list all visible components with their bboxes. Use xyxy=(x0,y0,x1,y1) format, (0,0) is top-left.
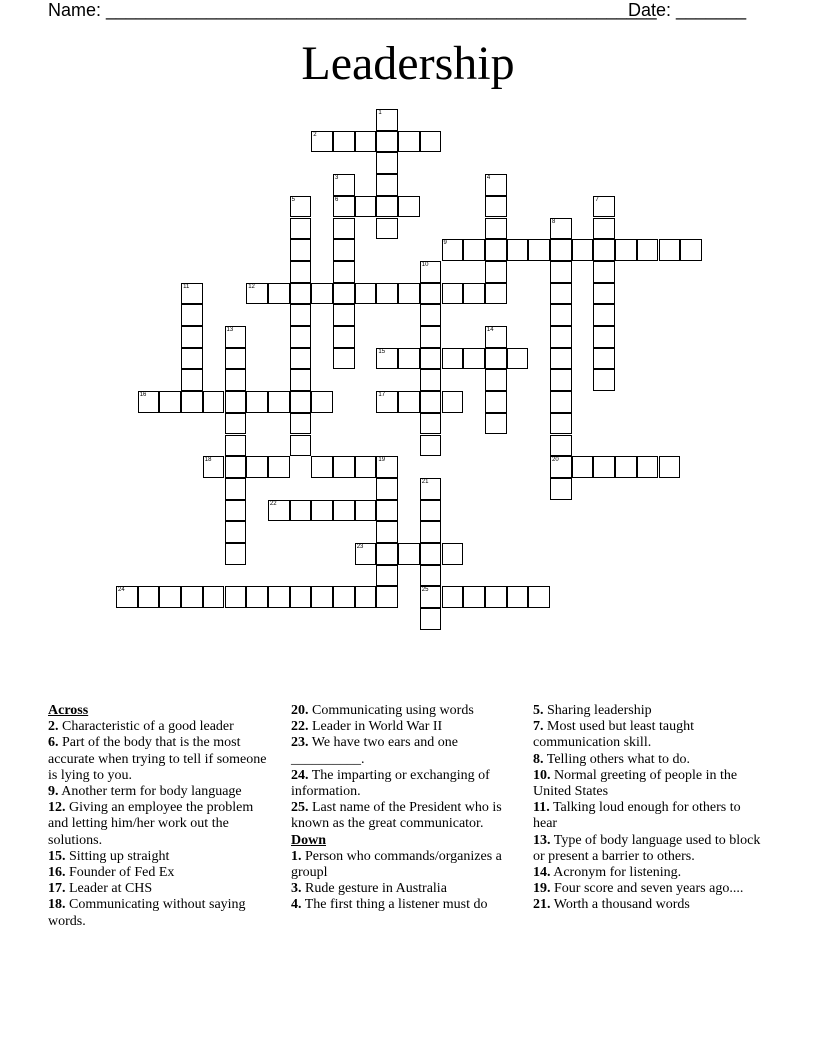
clue-number-label: 19. xyxy=(533,881,551,897)
down-clue xyxy=(533,833,763,865)
grid-cell[interactable] xyxy=(659,456,681,478)
grid-cell[interactable] xyxy=(420,543,442,565)
clue-number-label: 6. xyxy=(48,735,59,751)
grid-cell[interactable] xyxy=(485,283,507,305)
clue-number: 17 xyxy=(378,392,386,399)
grid-cell[interactable] xyxy=(225,326,247,348)
grid-cell[interactable] xyxy=(333,239,355,261)
grid-cell[interactable] xyxy=(376,174,398,196)
grid-cell[interactable] xyxy=(376,152,398,174)
grid-cell[interactable] xyxy=(268,586,290,608)
grid-cell[interactable] xyxy=(333,500,355,522)
grid-cell[interactable] xyxy=(225,500,247,522)
grid-cell[interactable] xyxy=(290,261,312,283)
grid-cell[interactable] xyxy=(159,586,181,608)
clue-number-label: 4. xyxy=(291,897,302,913)
grid-cell[interactable] xyxy=(290,435,312,457)
clue-text: Most used but least taught communication skill. xyxy=(533,719,694,751)
grid-cell[interactable] xyxy=(463,239,485,261)
clue-text: Person who commands/organizes a groupl xyxy=(291,848,502,881)
grid-cell[interactable] xyxy=(355,586,377,608)
clue-text: Giving an employee the problem and letting him/her work out the solutions. xyxy=(48,800,254,848)
grid-cell[interactable] xyxy=(225,478,247,500)
clue-number: 20 xyxy=(552,457,559,464)
grid-cell[interactable] xyxy=(485,174,507,196)
clue-text: Rude gesture in Australia xyxy=(305,881,447,897)
grid-cell[interactable] xyxy=(333,348,355,370)
clue-text: Telling others what to do. xyxy=(546,751,691,767)
grid-cell[interactable] xyxy=(572,456,594,478)
grid-cell[interactable] xyxy=(550,435,572,457)
grid-cell[interactable] xyxy=(593,283,615,305)
clue-number-label: 18. xyxy=(48,897,66,913)
clue-number: 6 xyxy=(335,196,339,203)
grid-cell[interactable] xyxy=(550,348,572,370)
clue-number: 14 xyxy=(486,327,494,333)
grid-cell[interactable] xyxy=(550,391,572,413)
grid-cell[interactable] xyxy=(181,326,203,348)
grid-cell[interactable] xyxy=(203,391,225,413)
clue-number: 21 xyxy=(421,478,429,485)
down-clue xyxy=(533,768,763,800)
grid-cell[interactable] xyxy=(485,391,507,413)
grid-cell[interactable] xyxy=(355,456,377,478)
grid-cell[interactable] xyxy=(333,196,355,218)
clue-number: 9 xyxy=(443,240,447,247)
clue-number-label: 22. xyxy=(291,719,309,735)
clue-number: 19 xyxy=(378,457,386,464)
grid-cell[interactable] xyxy=(290,586,312,608)
grid-cell[interactable] xyxy=(311,391,333,413)
grid-cell[interactable] xyxy=(290,326,312,348)
grid-cell[interactable] xyxy=(485,586,507,608)
down-clue xyxy=(533,719,763,751)
grid-cell[interactable] xyxy=(181,283,203,305)
grid-cell[interactable] xyxy=(507,348,529,370)
grid-cell[interactable] xyxy=(398,131,420,153)
grid-cell[interactable] xyxy=(680,239,702,261)
grid-cell[interactable] xyxy=(290,218,312,240)
clue-text: Sitting up straight xyxy=(69,848,170,864)
name-line: Name: _______________________________________________________ xyxy=(48,0,657,20)
grid-cell[interactable] xyxy=(138,391,160,413)
grid-cell[interactable] xyxy=(398,348,420,370)
grid-cell[interactable] xyxy=(550,326,572,348)
grid-cell[interactable] xyxy=(593,326,615,348)
grid-cell[interactable] xyxy=(442,239,464,261)
grid-cell[interactable] xyxy=(311,500,333,522)
clue-number-label: 24. xyxy=(291,767,309,783)
grid-cell[interactable] xyxy=(550,413,572,435)
clue-text: Sharing leadership xyxy=(547,703,652,718)
grid-cell[interactable] xyxy=(550,478,572,500)
grid-cell[interactable] xyxy=(181,348,203,370)
clue-number-label: 7. xyxy=(533,719,544,735)
clue-number: 12 xyxy=(248,283,255,290)
across-clue xyxy=(48,784,274,800)
grid-cell[interactable] xyxy=(420,261,442,283)
grid-cell[interactable] xyxy=(485,326,507,348)
grid-cell[interactable] xyxy=(593,304,615,326)
grid-cell[interactable] xyxy=(311,586,333,608)
grid-cell[interactable] xyxy=(290,369,312,391)
across-clue xyxy=(48,865,274,881)
grid-cell[interactable] xyxy=(290,391,312,413)
grid-cell[interactable] xyxy=(593,239,615,261)
date-line: Date: _______ xyxy=(628,0,747,20)
clue-number: 8 xyxy=(552,218,556,225)
clue-number-label: 16. xyxy=(48,865,66,881)
grid-cell[interactable] xyxy=(376,478,398,500)
grid-cell[interactable] xyxy=(593,218,615,240)
grid-cell[interactable] xyxy=(355,500,377,522)
grid-cell[interactable] xyxy=(333,218,355,240)
grid-cell[interactable] xyxy=(290,348,312,370)
clue-text: Founder of Fed Ex xyxy=(69,865,175,881)
grid-cell[interactable] xyxy=(550,261,572,283)
across-heading: Across xyxy=(48,703,89,718)
grid-cell[interactable] xyxy=(246,586,268,608)
grid-cell[interactable] xyxy=(550,304,572,326)
grid-cell[interactable] xyxy=(225,586,247,608)
clue-number-label: 17. xyxy=(48,881,66,897)
grid-cell[interactable] xyxy=(442,283,464,305)
grid-cell[interactable] xyxy=(485,218,507,240)
clue-text: We have two ears and one __________. xyxy=(291,735,458,767)
grid-cell[interactable] xyxy=(550,218,572,240)
grid-cell[interactable] xyxy=(420,478,442,500)
grid-cell[interactable] xyxy=(246,391,268,413)
grid-cell[interactable] xyxy=(637,456,659,478)
across-clue xyxy=(291,719,511,735)
grid-cell[interactable] xyxy=(463,348,485,370)
grid-cell[interactable] xyxy=(442,391,464,413)
grid-cell[interactable] xyxy=(290,500,312,522)
clue-text: Leader in World War II xyxy=(312,719,443,735)
clue-text: Type of body language used to block or present a barrier to others. xyxy=(533,832,761,864)
grid-cell[interactable] xyxy=(268,283,290,305)
grid-cell[interactable] xyxy=(420,283,442,305)
grid-cell[interactable] xyxy=(355,196,377,218)
grid-cell[interactable] xyxy=(420,304,442,326)
page-title: Leadership xyxy=(301,37,515,90)
clue-number: 11 xyxy=(183,283,190,290)
clue-text: Last name of the President who is known as the great communicator. xyxy=(291,800,502,832)
grid-cell[interactable] xyxy=(593,348,615,370)
grid-cell[interactable] xyxy=(463,283,485,305)
across-clue xyxy=(291,703,511,719)
grid-cell[interactable] xyxy=(420,608,442,630)
clue-number-label: 5. xyxy=(533,703,544,718)
clue-number-label: 13. xyxy=(533,832,551,848)
grid-cell[interactable] xyxy=(181,304,203,326)
clue-text: Four score and seven years ago.... xyxy=(554,881,744,897)
down-clue xyxy=(291,881,511,897)
grid-cell[interactable] xyxy=(398,196,420,218)
clue-number: 5 xyxy=(291,196,295,203)
grid-cell[interactable] xyxy=(355,543,377,565)
grid-cell[interactable] xyxy=(550,239,572,261)
down-clue xyxy=(533,897,763,913)
clue-number-label: 10. xyxy=(533,767,551,783)
grid-cell[interactable] xyxy=(376,218,398,240)
grid-cell[interactable] xyxy=(420,500,442,522)
clue-text: Characteristic of a good leader xyxy=(62,719,234,735)
grid-cell[interactable] xyxy=(593,196,615,218)
grid-cell[interactable] xyxy=(420,326,442,348)
grid-cell[interactable] xyxy=(376,565,398,587)
across-clue xyxy=(291,800,511,832)
across-clue xyxy=(48,800,274,849)
grid-cell[interactable] xyxy=(333,304,355,326)
grid-cell[interactable] xyxy=(246,283,268,305)
clue-text: Another term for body language xyxy=(61,784,242,800)
grid-cell[interactable] xyxy=(225,521,247,543)
grid-cell[interactable] xyxy=(290,239,312,261)
grid-cell[interactable] xyxy=(420,131,442,153)
clue-number: 7 xyxy=(595,196,599,203)
clue-number: 2 xyxy=(313,131,317,138)
grid-cell[interactable] xyxy=(593,369,615,391)
across-clue xyxy=(48,849,274,865)
grid-cell[interactable] xyxy=(333,326,355,348)
clue-number-label: 20. xyxy=(291,703,309,718)
clue-text: Communicating using words xyxy=(312,703,474,718)
clue-number: 15 xyxy=(378,348,386,355)
clue-number-label: 11. xyxy=(533,800,550,816)
grid-cell[interactable] xyxy=(659,239,681,261)
clue-number: 1 xyxy=(378,110,382,116)
grid-cell[interactable] xyxy=(333,456,355,478)
across-clue xyxy=(48,897,274,929)
grid-cell[interactable] xyxy=(420,521,442,543)
grid-cell[interactable] xyxy=(355,131,377,153)
clue-number-label: 8. xyxy=(533,751,544,767)
grid-cell[interactable] xyxy=(181,586,203,608)
clue-number-label: 14. xyxy=(533,865,551,881)
clue-text: Part of the body that is the most accurate when trying to tell if someone is lying to you. xyxy=(48,735,267,783)
grid-cell[interactable] xyxy=(203,456,225,478)
grid-cell[interactable] xyxy=(311,456,333,478)
grid-cell[interactable] xyxy=(463,586,485,608)
down-clue xyxy=(533,752,763,768)
grid-cell[interactable] xyxy=(376,543,398,565)
grid-cell[interactable] xyxy=(311,131,333,153)
clue-text: Leader at CHS xyxy=(69,881,153,897)
grid-cell[interactable] xyxy=(225,391,247,413)
grid-cell[interactable] xyxy=(485,239,507,261)
across-clue xyxy=(48,719,274,735)
down-clue xyxy=(533,800,763,832)
down-clue xyxy=(533,865,763,881)
clue-number-label: 12. xyxy=(48,800,66,816)
across-clue xyxy=(48,881,274,897)
down-clue xyxy=(291,849,511,881)
grid-cell[interactable] xyxy=(398,543,420,565)
across-clue xyxy=(48,735,274,784)
grid-cell[interactable] xyxy=(290,413,312,435)
grid-cell[interactable] xyxy=(333,586,355,608)
clue-text: Normal greeting of people in the United States xyxy=(533,767,738,800)
grid-cell[interactable] xyxy=(485,196,507,218)
clue-text: Communicating without saying words. xyxy=(48,897,246,929)
grid-cell[interactable] xyxy=(268,391,290,413)
clue-number-label: 2. xyxy=(48,719,59,735)
clue-number-label: 21. xyxy=(533,897,551,913)
grid-cell[interactable] xyxy=(398,391,420,413)
clue-number-label: 23. xyxy=(291,735,309,751)
clue-number-label: 9. xyxy=(48,784,59,800)
clue-number: 10 xyxy=(421,261,429,268)
grid-cell[interactable] xyxy=(528,586,550,608)
down-heading: Down xyxy=(291,832,327,848)
grid-cell[interactable] xyxy=(333,131,355,153)
grid-cell[interactable] xyxy=(376,391,398,413)
clue-number-label: 1. xyxy=(291,848,302,864)
clue-column-1 xyxy=(48,703,274,930)
clue-number: 18 xyxy=(204,457,212,464)
grid-cell[interactable] xyxy=(333,174,355,196)
across-clue xyxy=(291,735,511,767)
grid-cell[interactable] xyxy=(593,456,615,478)
grid-cell[interactable] xyxy=(225,435,247,457)
grid-cell[interactable] xyxy=(225,348,247,370)
grid-cell[interactable] xyxy=(528,239,550,261)
grid-cell[interactable] xyxy=(376,586,398,608)
grid-cell[interactable] xyxy=(225,543,247,565)
grid-cell[interactable] xyxy=(268,500,290,522)
grid-cell[interactable] xyxy=(268,456,290,478)
grid-cell[interactable] xyxy=(159,391,181,413)
grid-cell[interactable] xyxy=(376,196,398,218)
grid-cell[interactable] xyxy=(442,543,464,565)
grid-cell[interactable] xyxy=(225,456,247,478)
grid-cell[interactable] xyxy=(485,261,507,283)
grid-cell[interactable] xyxy=(420,586,442,608)
clue-number: 23 xyxy=(356,544,364,550)
grid-cell[interactable] xyxy=(376,283,398,305)
grid-cell[interactable] xyxy=(420,435,442,457)
clue-column-2 xyxy=(291,703,511,914)
clue-text: Worth a thousand words xyxy=(553,897,690,913)
grid-cell[interactable] xyxy=(550,456,572,478)
grid-cell[interactable] xyxy=(593,261,615,283)
grid-cell[interactable] xyxy=(376,109,398,131)
down-clue xyxy=(533,881,763,897)
grid-cell[interactable] xyxy=(485,348,507,370)
clue-column-3 xyxy=(533,703,763,914)
clue-text: The imparting or exchanging of information. xyxy=(291,767,490,800)
across-clue xyxy=(291,768,511,800)
grid-cell[interactable] xyxy=(333,283,355,305)
grid-cell[interactable] xyxy=(376,456,398,478)
grid-cell[interactable] xyxy=(420,413,442,435)
grid-cell[interactable] xyxy=(246,456,268,478)
grid-cell[interactable] xyxy=(442,348,464,370)
clue-text: Acronym for listening. xyxy=(553,865,682,881)
grid-cell[interactable] xyxy=(181,391,203,413)
grid-cell[interactable] xyxy=(181,369,203,391)
down-clue xyxy=(533,703,763,719)
grid-cell[interactable] xyxy=(376,521,398,543)
grid-cell[interactable] xyxy=(333,261,355,283)
grid-cell[interactable] xyxy=(420,369,442,391)
grid-cell[interactable] xyxy=(420,565,442,587)
grid-cell[interactable] xyxy=(116,586,138,608)
grid-cell[interactable] xyxy=(507,239,529,261)
clue-number: 24 xyxy=(118,587,125,594)
grid-cell[interactable] xyxy=(376,348,398,370)
grid-cell[interactable] xyxy=(485,413,507,435)
grid-cell[interactable] xyxy=(355,283,377,305)
clue-text: Talking loud enough for others to hear xyxy=(533,800,741,832)
grid-cell[interactable] xyxy=(398,283,420,305)
grid-cell[interactable] xyxy=(290,283,312,305)
clue-number: 4 xyxy=(486,175,491,182)
grid-cell[interactable] xyxy=(442,586,464,608)
grid-cell[interactable] xyxy=(420,391,442,413)
grid-cell[interactable] xyxy=(485,369,507,391)
grid-cell[interactable] xyxy=(572,239,594,261)
clue-number: 13 xyxy=(226,327,234,333)
clue-number: 16 xyxy=(139,392,147,399)
grid-cell[interactable] xyxy=(420,348,442,370)
grid-cell[interactable] xyxy=(550,283,572,305)
clue-number: 22 xyxy=(269,500,277,507)
grid-cell[interactable] xyxy=(225,413,247,435)
clue-text: The first thing a listener must do xyxy=(304,897,488,913)
grid-cell[interactable] xyxy=(637,239,659,261)
grid-cell[interactable] xyxy=(550,369,572,391)
grid-cell[interactable] xyxy=(138,586,160,608)
grid-cell[interactable] xyxy=(615,456,637,478)
grid-cell[interactable] xyxy=(376,131,398,153)
grid-cell[interactable] xyxy=(615,239,637,261)
grid-cell[interactable] xyxy=(290,304,312,326)
clue-number-label: 3. xyxy=(291,881,302,897)
grid-cell[interactable] xyxy=(376,500,398,522)
grid-cell[interactable] xyxy=(290,196,312,218)
clue-number: 3 xyxy=(335,175,339,182)
grid-cell[interactable] xyxy=(507,586,529,608)
grid-cell[interactable] xyxy=(203,586,225,608)
grid-cell[interactable] xyxy=(311,283,333,305)
grid-cell[interactable] xyxy=(225,369,247,391)
clue-number-label: 25. xyxy=(291,800,309,816)
down-clue xyxy=(291,897,511,913)
clue-number: 25 xyxy=(421,587,429,594)
clue-number-label: 15. xyxy=(48,848,66,864)
